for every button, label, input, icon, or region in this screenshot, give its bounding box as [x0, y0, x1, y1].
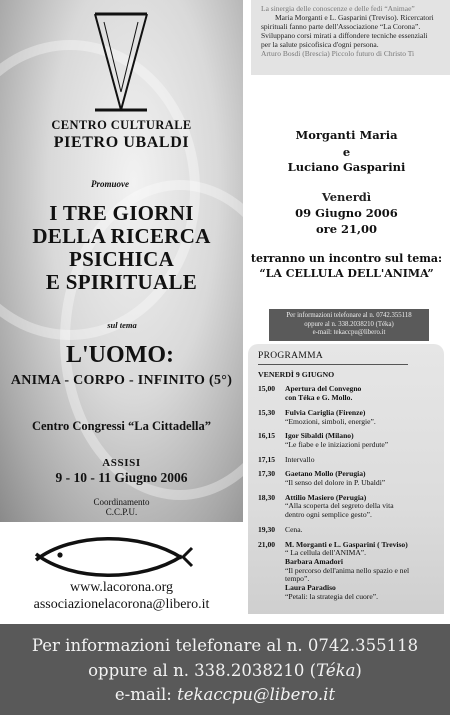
banner-text: ) [355, 661, 362, 680]
info-banner [0, 624, 450, 715]
schedule-row [258, 541, 434, 602]
theme-title: L'UOMO: [66, 342, 174, 368]
schedule-row [258, 432, 434, 449]
announcement-date: 09 Giugno 2006 [295, 206, 398, 220]
speaker-name: Luciano Gasparini [287, 160, 406, 174]
clip-line: Arturo Bosdi (Brescia) Piccolo futuro di Christo Ti [261, 49, 415, 58]
schedule-speaker: Laura Paradiso [285, 583, 336, 593]
programma-title: PROGRAMMA [258, 351, 323, 361]
schedule-row [258, 385, 434, 402]
clip-line: per la salute psicofisica d'ogni persona. [261, 40, 379, 49]
schedule-talk: “ La cellula dell'ANIMA”. [285, 548, 367, 558]
poster-title-line: E SPIRITUALE [45, 270, 198, 294]
schedule-time: 21,00 [258, 539, 276, 549]
schedule-row [258, 470, 434, 487]
banner-text: Téka [316, 661, 356, 680]
schedule-talk: “Alla scoperta del segreto della vita [285, 501, 394, 511]
coordinamento-label [0, 497, 243, 517]
schedule-text: Intervallo [285, 454, 315, 464]
schedule-text: Apertura del Convegno [285, 384, 362, 394]
poster-title-line: PSICHICA [68, 247, 175, 271]
centro-culturale-label: CENTRO CULTURALE [51, 118, 192, 132]
promuove-label: Promuove [91, 179, 129, 189]
schedule-row [258, 494, 434, 520]
event-dates: 9 - 10 - 11 Giugno 2006 [55, 470, 188, 485]
schedule-time: 17,30 [258, 469, 276, 479]
schedule-time: 16,15 [258, 431, 276, 441]
theme-subtitle: ANIMA - CORPO - INFINITO (5°) [10, 373, 233, 388]
sul-tema-label: sul tema [107, 320, 137, 330]
schedule-talk: “Il percorso dell'anima nello spazio e nel tempo”. [285, 565, 410, 584]
banner-email-line [0, 685, 450, 704]
schedule-speaker: Igor Sibaldi (Milano) [285, 431, 354, 441]
schedule-speaker: Fulvia Cariglia (Firenze) [285, 407, 366, 417]
clip-line: spirituali fanno parte dell'Associazione “La Corona”. [261, 22, 421, 31]
schedule-time: 19,30 [258, 524, 276, 534]
schedule-talk: “Il senso del dolore in P. Ubaldi” [285, 478, 386, 488]
banner-phone-line: Per informazioni telefonare al n. 0742.355118 [31, 636, 419, 655]
poster-title-line: I TRE GIORNI [49, 201, 194, 225]
programma-day: VENERDÌ 9 GIUGNO [258, 369, 335, 379]
schedule-row [258, 409, 434, 426]
schedule-time: 18,30 [258, 492, 276, 502]
schedule-row [258, 456, 434, 465]
schedule-time: 15,00 [258, 384, 276, 394]
schedule-speaker: M. Morganti e L. Gasparini ( Treviso) [285, 539, 408, 549]
divider [258, 364, 408, 365]
banner-text: oppure al n. 338.2038210 ( [88, 661, 317, 680]
announcement-day: Venerdì [321, 190, 372, 204]
banner-alt-phone-line [0, 661, 450, 680]
clip-line: Maria Morganti e L. Gasparini (Treviso). Ricercatori [275, 13, 434, 22]
schedule-time: 15,30 [258, 407, 276, 417]
fish-logo-icon [32, 530, 194, 585]
schedule-talk: “Emozioni, simboli, energie”. [285, 416, 376, 426]
announcement-theme: “LA CELLULA DELL'ANIMA” [259, 267, 434, 280]
clip-line: La sinergia delle conoscenze e delle fedi “Animae” [261, 4, 415, 13]
info-box [269, 309, 429, 341]
venue-label: Centro Congressi “La Cittadella” [31, 419, 212, 433]
info-line: oppure al n. 338.2038210 (Téka) [304, 320, 394, 328]
email-link[interactable]: associazionelacorona@libero.it [33, 597, 210, 612]
speaker-conjunction: e [342, 145, 351, 159]
coordinamento-line: Coordinamento [93, 497, 150, 507]
website-link[interactable]: www.lacorona.org [69, 580, 174, 595]
schedule-talk: dentro ogni semplice gesto”. [285, 510, 372, 520]
schedule-speaker: Barbara Amadori [285, 556, 344, 566]
speaker-name: Morganti Maria [295, 128, 398, 142]
city-label: ASSISI [102, 457, 141, 469]
pietro-ubaldi-label: PIETRO UBALDI [53, 134, 190, 151]
schedule-speaker: Attilio Masiero (Perugia) [285, 492, 367, 502]
coordinamento-line: C.C.P.U. [105, 507, 138, 517]
info-line: Per informazioni telefonare al n. 0742.355118 [286, 312, 412, 319]
newspaper-clip [251, 0, 450, 75]
schedule-row [258, 526, 434, 535]
centro-logo-icon [92, 12, 150, 112]
schedule-talk: “Petali: la strategia del cuore”. [285, 591, 378, 601]
schedule-time: 17,15 [258, 454, 276, 464]
schedule-text: con Téka e G. Mollo. [285, 393, 353, 403]
schedule-text: Cena. [285, 524, 303, 534]
programma-panel [248, 344, 444, 614]
announcement-time: ore 21,00 [315, 222, 378, 236]
info-email[interactable]: e-mail: tekaccpu@libero.it [312, 329, 386, 336]
poster-title-line: DELLA RICERCA [32, 224, 211, 248]
banner-email[interactable]: tekaccpu@libero.it [177, 685, 336, 704]
schedule-talk: “Le fiabe e le iniziazioni perdute” [285, 439, 389, 449]
event-poster [0, 0, 243, 522]
clip-line: Sviluppano corsi mirati a diffondere tecniche essenziali [261, 31, 428, 40]
banner-text: e-mail: [114, 685, 178, 704]
announcement-intro: terranno un incontro sul tema: [250, 252, 443, 265]
schedule-speaker: Gaetano Mollo (Perugia) [285, 469, 366, 479]
